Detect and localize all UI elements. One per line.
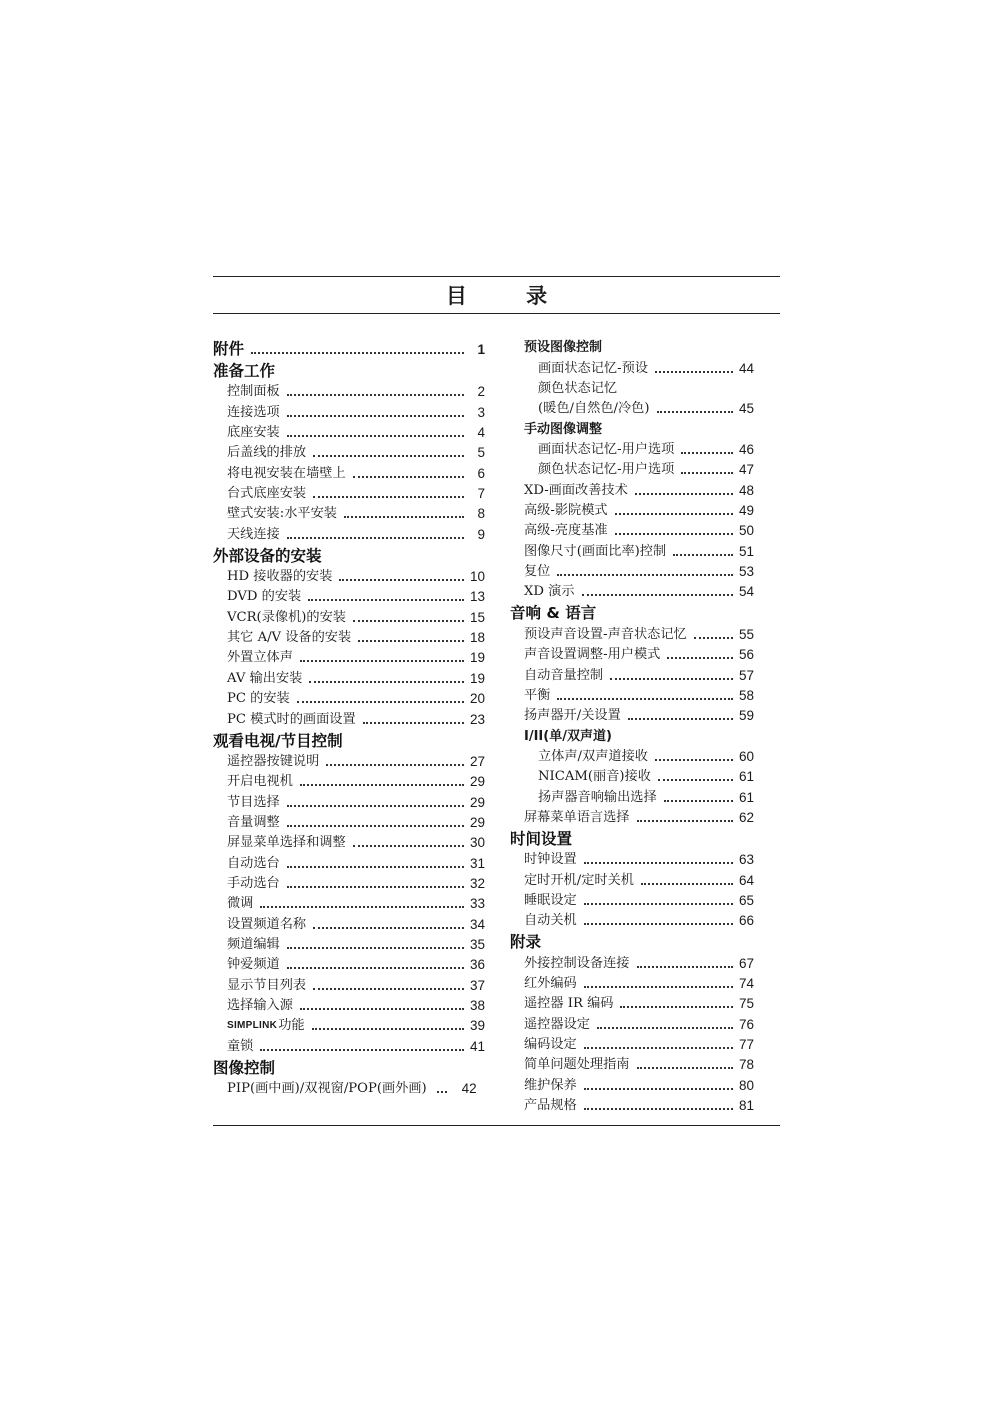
toc-entry[interactable] [510,1094,754,1114]
dot-leader [641,883,733,885]
toc-entry-label: 时间设置 [510,829,573,848]
toc-section[interactable] [213,336,485,358]
toc-entry-label: 预设图像控制 [524,340,603,356]
dot-leader [582,594,733,596]
simplink-logo-icon: SIMPLINK [227,1020,278,1032]
dot-leader [597,1027,733,1029]
toc-entry-label: 将电视安装在墙壁上 [227,465,346,481]
toc-entry[interactable] [213,482,485,502]
toc-entry[interactable] [510,478,754,498]
page-number: 45 [738,401,754,417]
toc-entry-label: 连接选项 [227,404,280,420]
page-number: 9 [477,526,485,542]
dot-leader [584,1088,733,1090]
toc-subsection [510,417,754,437]
dot-leader [584,986,733,988]
toc-entry[interactable] [213,750,485,770]
dot-leader [313,496,464,498]
page-number: 3 [477,404,485,420]
toc-left-column [213,336,485,1097]
page-number: 62 [738,809,754,825]
toc-entry-label: AV 输出安装 [227,670,303,686]
dot-leader [637,820,734,822]
toc-entry-label: 自动音量控制 [524,667,604,683]
page-number: 50 [738,523,754,539]
page-number: 39 [469,1018,485,1034]
toc-entry[interactable] [213,790,485,810]
dot-leader [584,1047,733,1049]
toc-entry-label: HD 接收器的安装 [227,569,333,585]
toc-entry[interactable] [510,580,754,600]
toc-entry[interactable] [213,400,485,420]
toc-entry-label: 后盖线的排放 [227,445,307,461]
dot-leader [287,435,464,437]
page-number: 19 [469,670,485,686]
page-number: 38 [469,997,485,1013]
toc-entry-label: 颜色状态记忆 [538,381,618,397]
toc-entry-label: 画面状态记忆-预设 [538,360,648,376]
toc-entry-label: 时钟设置 [524,852,577,868]
dot-leader [287,866,464,868]
dot-leader [287,967,464,969]
toc-entry[interactable] [510,1073,754,1093]
toc-entry[interactable] [510,785,754,805]
toc-entry-label: 设置频道名称 [227,916,307,932]
page-number: 61 [738,769,754,785]
dot-leader [557,574,733,576]
toc-entry-label: 红外编码 [524,975,577,991]
toc-entry-label: 开启电视机 [227,774,293,790]
toc-section [213,1055,485,1077]
page-number: 48 [738,482,754,498]
toc-entry-label: 高级-亮度基准 [524,523,608,539]
toc-entry-label: 平衡 [524,687,551,703]
toc-entry[interactable] [510,1053,754,1073]
toc-entry-label: 童锁 [227,1038,254,1054]
toc-entry[interactable] [213,421,485,441]
toc-entry[interactable] [213,1077,485,1097]
toc-entry[interactable] [213,441,485,461]
page-number: 59 [738,708,754,724]
dot-leader [655,371,733,373]
toc-section [213,728,485,750]
dot-leader [637,966,734,968]
page-number: 29 [469,794,485,810]
toc-entry[interactable] [213,811,485,831]
dot-leader [287,825,464,827]
toc-entry-label: 底座安装 [227,425,280,441]
toc-entry[interactable] [510,684,754,704]
toc-entry[interactable] [510,499,754,519]
toc-entry[interactable] [213,851,485,871]
toc-entry-label: 控制面板 [227,384,280,400]
toc-entry[interactable] [213,1034,485,1054]
toc-entry-label: PC 模式时的画面设置 [227,711,356,727]
toc-entry-label: 扬声器开/关设置 [524,708,621,724]
dot-leader [658,779,733,781]
dot-leader [673,554,733,556]
toc-entry-label: 声音设置调整-用户模式 [524,647,661,663]
toc-section [510,600,754,622]
toc-entry-text: 功能 [278,1018,305,1034]
toc-entry-label: 显示节目列表 [227,977,307,993]
page-number: 67 [738,955,754,971]
toc-entry-label: XD 演示 [524,584,575,600]
dot-leader [312,1028,464,1030]
toc-entry-label: 手动图像调整 [524,421,603,437]
dot-leader [584,1108,733,1110]
toc-entry-label: 频道编辑 [227,936,280,952]
dot-leader [664,800,733,802]
dot-leader [667,657,733,659]
page-number: 80 [738,1077,754,1093]
page-number: 51 [738,543,754,559]
toc-entry-label: DVD 的安装 [227,589,302,605]
toc-entry[interactable] [510,539,754,559]
page-number: 56 [738,647,754,663]
dot-leader [287,805,464,807]
toc-entry-label: 附录 [510,933,542,952]
toc-entry-label: 节目选择 [227,794,280,810]
toc-entry[interactable] [510,643,754,663]
toc-entry[interactable] [510,1012,754,1032]
toc-entry-label: 遥控器设定 [524,1016,590,1032]
page-number: 49 [738,503,754,519]
page-number: 60 [738,748,754,764]
toc-entry-label: 简单问题处理指南 [524,1057,630,1073]
toc-entry[interactable] [213,953,485,973]
toc-entry[interactable] [213,707,485,727]
toc-entry[interactable] [510,765,754,785]
toc-entry-label: 画面状态记忆-用户选项 [538,442,675,458]
page-number: 42 [461,1081,477,1096]
toc-entry[interactable] [510,806,754,826]
page-number: 66 [738,913,754,929]
dot-leader [353,620,464,622]
toc-entry-label: 自动关机 [524,913,577,929]
dot-leader [287,947,464,949]
toc-entry[interactable] [510,519,754,539]
page-number: 18 [469,630,485,646]
toc-entry-label: 维护保养 [524,1077,577,1093]
toc-entry[interactable] [510,438,754,458]
toc-entry[interactable] [213,892,485,912]
page-number: 13 [469,589,485,605]
toc-entry-label: 壁式安装:水平安装 [227,506,337,522]
page-number: 2 [477,384,485,400]
page-number: 74 [738,975,754,991]
toc-entry[interactable] [510,909,754,929]
toc-entry[interactable] [510,458,754,478]
toc-section [213,358,485,380]
page-number: 30 [469,835,485,851]
dot-leader [287,415,464,417]
dot-leader [339,579,464,581]
page-title: 目 录 [445,284,574,308]
page-number: 10 [469,569,485,585]
dot-leader [260,1049,464,1051]
toc-entry-label: XD-画面改善技术 [524,482,628,498]
page-number: 75 [738,996,754,1012]
toc-entry[interactable] [510,992,754,1012]
toc-entry-label: 睡眠设定 [524,892,577,908]
toc-entry[interactable] [510,704,754,724]
toc-entry[interactable] [510,972,754,992]
toc-entry-label: 产品规格 [524,1098,577,1114]
toc-entry-label: 屏幕菜单语言选择 [524,809,630,825]
page-number: 77 [738,1037,754,1052]
toc-entry-label: NICAM(丽音)接收 [538,769,651,785]
toc-entry-label: 其它 A/V 设备的安装 [227,630,352,646]
title-rule [213,313,780,314]
toc-entry[interactable] [213,585,485,605]
dot-leader [287,886,464,888]
page-number: 8 [477,506,485,522]
dot-leader [635,493,733,495]
dot-leader [584,903,733,905]
toc-entry[interactable] [213,687,485,707]
page-number: 1 [477,342,485,357]
toc-entry-label: 天线连接 [227,526,280,542]
toc-entry [510,377,754,397]
dot-leader [260,906,464,908]
dot-leader [353,476,464,478]
toc-entry-label: (暖色/自然色/冷色) [538,401,650,417]
toc-entry[interactable] [213,933,485,953]
toc-entry[interactable] [510,889,754,909]
dot-leader [300,1008,464,1010]
toc-entry-label: 遥控器按键说明 [227,753,320,769]
toc-section [510,826,754,848]
toc-entry-label: 音响 & 语言 [510,604,597,623]
dot-leader [287,394,464,396]
toc-entry[interactable] [213,565,485,585]
dot-leader [251,352,464,354]
page-number: 32 [469,875,485,891]
dot-leader [557,698,733,700]
dot-leader [584,923,733,925]
toc-section [510,929,754,951]
toc-entry-label: I/II(单/双声道) [524,728,612,744]
page-number: 41 [469,1038,485,1054]
page-number: 29 [469,814,485,830]
page-number: 53 [738,564,754,580]
toc-entry[interactable] [510,848,754,868]
page-number: 65 [738,892,754,908]
page-number: 33 [469,896,485,912]
page-number: 76 [738,1016,754,1032]
page-number: 47 [738,462,754,478]
toc-entry[interactable] [213,646,485,666]
toc-entry[interactable] [213,502,485,522]
dot-leader [584,862,733,864]
dot-leader [615,533,733,535]
toc-entry-label: 图像尺寸(画面比率)控制 [524,543,667,559]
page-number: 63 [738,852,754,868]
page-number: 20 [469,691,485,707]
toc-entry-label: 自动选台 [227,855,280,871]
page-number: 37 [469,977,485,993]
toc-section [213,543,485,565]
dot-leader [437,1091,447,1093]
toc-subsection [510,724,754,744]
toc-entry-label: 编码设定 [524,1037,577,1052]
page-number: 27 [469,753,485,769]
toc-entry[interactable] [213,912,485,932]
toc-entry[interactable] [213,666,485,686]
toc-entry-label: 微调 [227,896,254,912]
dot-leader [287,537,464,539]
dot-leader [313,927,464,929]
page-number: 78 [738,1057,754,1073]
toc-entry[interactable] [510,397,754,417]
toc-entry[interactable] [510,622,754,642]
toc-entry[interactable] [213,994,485,1014]
toc-entry[interactable] [213,605,485,625]
toc-entry[interactable] [510,663,754,683]
toc-entry[interactable] [213,461,485,481]
toc-right-column [510,336,754,1114]
toc-entry-label: 手动选台 [227,875,280,891]
dot-leader [313,988,464,990]
toc-entry-label: 钟爱频道 [227,957,280,973]
toc-entry[interactable] [510,868,754,888]
page-number: 61 [738,789,754,805]
toc-entry-label: 附件 [213,340,245,358]
dot-leader [300,784,464,786]
toc-entry[interactable] [213,770,485,790]
page-number: 81 [738,1098,754,1114]
toc-entry[interactable] [510,951,754,971]
page-number: 35 [469,936,485,952]
toc-entry-label: 预设声音设置-声音状态记忆 [524,626,687,642]
dot-leader [655,759,733,761]
toc-entry[interactable] [213,872,485,892]
toc-entry-label: PIP(画中画)/双视窗/POP(画外画) [227,1081,427,1096]
toc-entry[interactable] [213,831,485,851]
dot-leader [300,660,464,662]
dot-leader [344,516,464,518]
page-number: 57 [738,667,754,683]
top-rule [213,276,780,277]
dot-leader [681,472,733,474]
toc-entry-label: 外部设备的安装 [213,546,322,565]
dot-leader [308,599,464,601]
dot-leader [657,411,734,413]
page-number: 44 [738,360,754,376]
toc-entry-label: 外置立体声 [227,650,293,666]
page-number: 54 [738,584,754,600]
toc-entry-label: 遥控器 IR 编码 [524,996,614,1012]
page-number: 23 [469,711,485,727]
toc-entry[interactable] [510,560,754,580]
toc-entry-label: 扬声器音响输出选择 [538,789,657,805]
page-number: 19 [469,650,485,666]
toc-subsection [510,336,754,356]
toc-entry-label: 屏显菜单选择和调整 [227,835,346,851]
dot-leader [363,722,464,724]
page-number: 46 [738,442,754,458]
toc-entry[interactable] [213,973,485,993]
toc-entry-label: VCR(录像机)的安装 [227,609,346,625]
toc-entry[interactable] [213,380,485,400]
dot-leader [353,845,464,847]
page-number: 55 [738,626,754,642]
toc-entry-label: 音量调整 [227,814,280,830]
page-number: 6 [477,465,485,481]
toc-entry-label: 外接控制设备连接 [524,955,630,971]
toc-entry[interactable] [213,522,485,542]
toc-entry-label: 颜色状态记忆-用户选项 [538,462,675,478]
toc-entry-label: 复位 [524,564,551,580]
bottom-rule [213,1125,780,1126]
toc-entry-label: 高级-影院模式 [524,503,608,519]
page-number: 5 [477,445,485,461]
page-number: 7 [477,486,485,502]
toc-entry[interactable] [510,745,754,765]
page-number: 4 [477,425,485,441]
toc-entry-label: PC 的安装 [227,691,290,707]
dot-leader [628,718,733,720]
dot-leader [620,1006,733,1008]
toc-entry[interactable] [510,1033,754,1053]
page-number: 34 [469,916,485,932]
page-number: 64 [738,872,754,888]
page-number: 29 [469,774,485,790]
dot-leader [297,701,464,703]
toc-entry-label: 图像控制 [213,1058,276,1077]
toc-entry-label: 准备工作 [213,362,276,380]
toc-entry[interactable] [213,626,485,646]
toc-entry-label: 定时开机/定时关机 [524,872,634,888]
toc-entry-label: 观看电视/节目控制 [213,731,343,750]
dot-leader [615,513,733,515]
dot-leader [637,1067,734,1069]
dot-leader [681,452,733,454]
dot-leader [694,637,733,639]
page-number: 15 [469,609,485,625]
toc-entry[interactable] [510,356,754,376]
page-number: 36 [469,957,485,973]
toc-entry-label: 选择输入源 [227,997,293,1013]
dot-leader [309,681,464,683]
page-number: 31 [469,855,485,871]
dot-leader [358,640,464,642]
toc-entry-label: 台式底座安装 [227,486,307,502]
dot-leader [326,764,464,766]
page-number: 58 [738,687,754,703]
toc-entry-label: 立体声/双声道接收 [538,748,648,764]
toc-entry-label [227,1017,305,1034]
dot-leader [313,455,464,457]
dot-leader [610,678,733,680]
toc-entry[interactable] [213,1014,485,1034]
